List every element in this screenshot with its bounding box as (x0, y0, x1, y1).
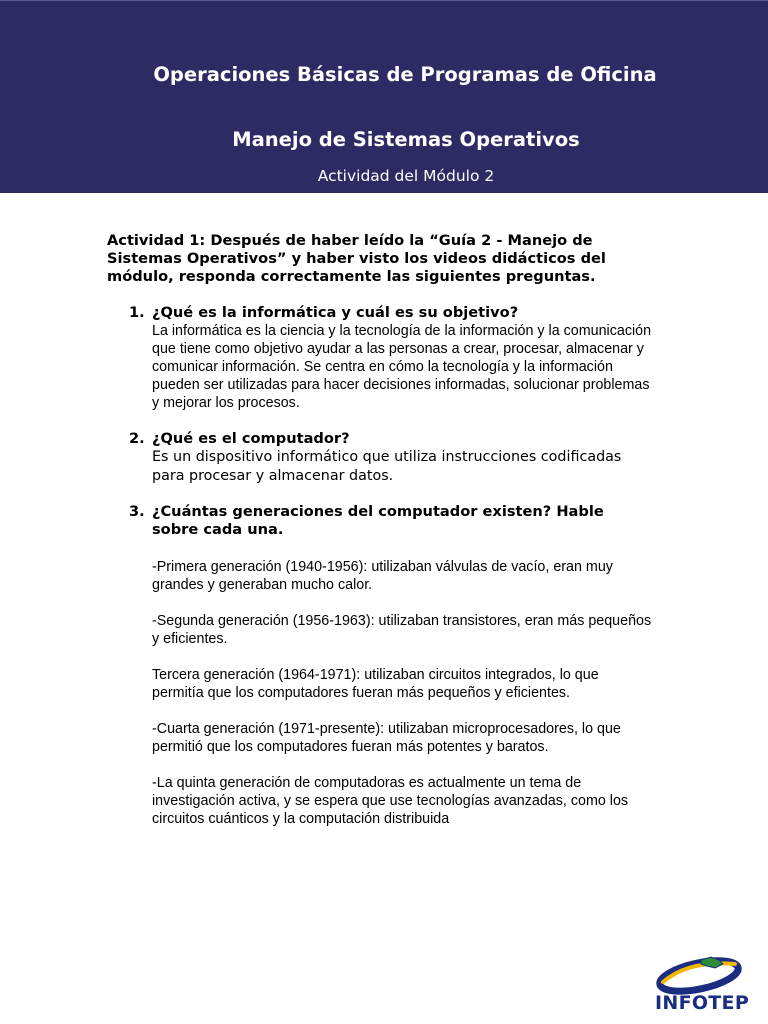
question-text: ¿Cuántas generaciones del computador existen? Hable sobre cada una. (152, 503, 604, 538)
logo-wordmark: INFOTEP (655, 992, 750, 1014)
question-number: 2. (129, 430, 145, 447)
generation-paragraph-5: -La quinta generación de computadoras es actualmente un tema de investigación activa, y se espera que use tecnologías avanzadas, como los circuitos cuánticos y la computación distribuida (152, 775, 629, 827)
generation-paragraph-1: -Primera generación (1940-1956): utilizaban válvulas de vacío, eran muy grandes y generaban mucho calor. (152, 559, 613, 593)
question-item-1 (107, 304, 652, 412)
question-item-3 (107, 503, 652, 828)
activity-label: Actividad del Módulo 2 (317, 167, 495, 185)
answer-text: La informática es la ciencia y la tecnología de la información y la comunicación que tiene como objetivo ayudar a las personas a crear, procesar, almacenar y comunicar información. Se centra en cómo la tecnología y la información pueden ser utilizadas para hacer decisiones informadas, solucionar problemas y mejorar los procesos. (152, 323, 652, 411)
header-banner (0, 0, 768, 193)
question-text: ¿Qué es el computador? (152, 430, 350, 447)
document-title: Operaciones Básicas de Programas de Oficina (153, 63, 657, 86)
question-text: ¿Qué es la informática y cuál es su objetivo? (152, 304, 519, 321)
infotep-logo-icon (649, 948, 753, 996)
answer-text: Es un dispositivo informático que utiliza instrucciones codificadas para procesar y almacenar datos. (152, 449, 622, 484)
generation-paragraph-3: Tercera generación (1964-1971): utilizaban circuitos integrados, lo que permitía que los computadores fueran más pequeños y eficientes. (152, 667, 599, 701)
generation-paragraph-4: -Cuarta generación (1971-presente): utilizaban microprocesadores, lo que permitió que los computadores fueran más potentes y baratos. (152, 721, 621, 755)
document-subtitle: Manejo de Sistemas Operativos (232, 128, 580, 151)
question-number: 1. (129, 304, 145, 321)
infotep-logo (649, 948, 753, 1018)
activity-intro: Actividad 1: Después de haber leído la “Guía 2 - Manejo de Sistemas Operativos” y haber visto los videos didácticos del módulo, responda correctamente las siguientes preguntas. (107, 232, 606, 285)
question-item-2 (107, 430, 652, 486)
generation-paragraph-2: -Segunda generación (1956-1963): utilizaban transistores, eran más pequeños y eficientes. (152, 613, 652, 647)
question-number: 3. (129, 503, 145, 520)
